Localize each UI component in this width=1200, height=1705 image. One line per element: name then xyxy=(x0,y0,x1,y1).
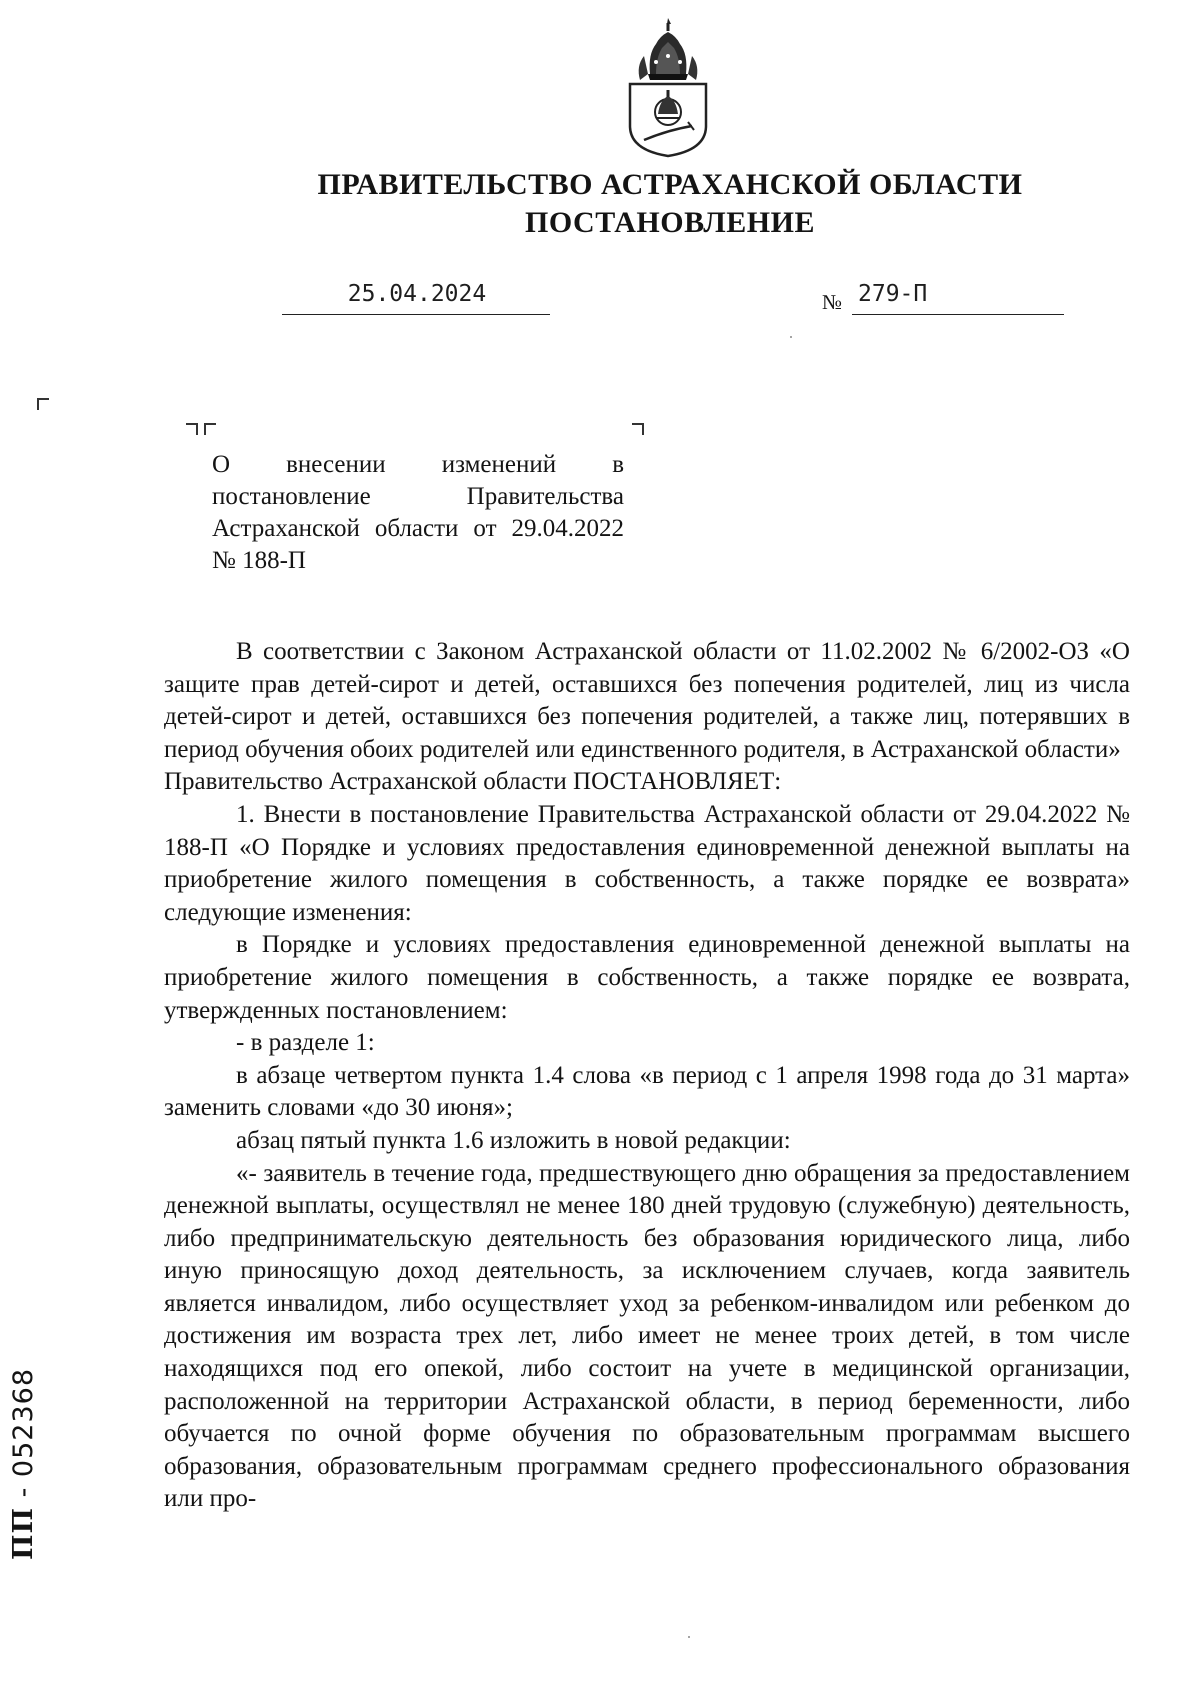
amendment-intro-paragraph: в Порядке и условиях предоставления единовременной денежной выплаты на приобретение жилого помещения в собственность, а также порядке ее возврата, утвержденных постановлением: xyxy=(164,931,1130,1024)
resolves-paragraph: Правительство Астраханской области ПОСТАНОВЛЯЕТ: xyxy=(164,768,782,796)
stamp-series: ПП xyxy=(8,1507,39,1560)
serial-stamp xyxy=(8,1300,48,1560)
authority-title: ПРАВИТЕЛЬСТВО АСТРАХАНСКОЙ ОБЛАСТИ xyxy=(317,168,1023,201)
section-1-paragraph: - в разделе 1: xyxy=(236,1029,375,1057)
corner-mark-subject-end xyxy=(632,423,644,435)
corner-mark-subject-start xyxy=(204,423,216,435)
new-wording-paragraph: «- заявитель в течение года, предшествующего дню обращения за предоставлением денежной выплаты, осуществлял не менее 180 дней трудовую (служебную) деятельность, либо предпринимательскую деятельность без образования юридического лица, либо иную приносящую доход деятельность, за исключением случаев, когда заявитель является инвалидом, либо осуществляет уход за ребенком-инвалидом или ребенком до достижения им возраста трех лет, либо имеет не менее троих детей, в том числе находящихся под его опекой, либо состоит на учете в медицинской организации, расположенной на территории Астраханской области, в период беременности, либо обучается по очной форме обучения по образовательным программам высшего образования, образовательным программам среднего профессионального образования или про- xyxy=(164,1159,1130,1513)
date-underline xyxy=(282,314,550,315)
clause-1-paragraph: 1. Внести в постановление Правительства Астраханской области от 29.04.2022 № 188-П «О Порядке и условиях предоставления единовременной денежной выплаты на приобретение жилого помещения в собственность, а также порядке ее возврата» следующие изменения: xyxy=(164,800,1130,926)
document-type-title: ПОСТАНОВЛЕНИЕ xyxy=(525,206,815,239)
document-subject: О внесении изменений в постановление Правительства Астраханской области от 29.04.2022 № 188-П xyxy=(212,451,624,574)
document-number: 279-П xyxy=(858,281,928,307)
astrakhan-coat-of-arms-icon xyxy=(626,14,710,160)
number-sign: № xyxy=(822,290,843,314)
corner-mark-subject-left-end xyxy=(186,423,198,435)
item-1-4-paragraph: в абзаце четвертом пункта 1.4 слова «в период с 1 апреля 1998 года до 31 марта» заменить словами «до 30 июня»; xyxy=(164,1061,1130,1122)
document-date: 25.04.2024 xyxy=(347,281,487,307)
stamp-serial: 052368 xyxy=(8,1368,39,1478)
document-body xyxy=(164,636,1130,1516)
number-underline xyxy=(852,314,1064,315)
item-1-6-paragraph: абзац пятый пункта 1.6 изложить в новой редакции: xyxy=(236,1126,791,1154)
scan-speck xyxy=(688,1636,690,1638)
scan-speck xyxy=(790,336,792,338)
preamble-paragraph: В соответствии с Законом Астраханской области от 11.02.2002 № 6/2002-ОЗ «О защите прав детей-сирот и детей, оставшихся без попечения родителей, лиц из числа детей-сирот и детей, оставшихся без попечения родителей, а также лиц, потерявших в период обучения обоих родителей или единственного родителя, в Астраханской области» xyxy=(164,638,1130,763)
corner-mark-left xyxy=(37,398,49,410)
stamp-separator: - xyxy=(8,1477,39,1507)
